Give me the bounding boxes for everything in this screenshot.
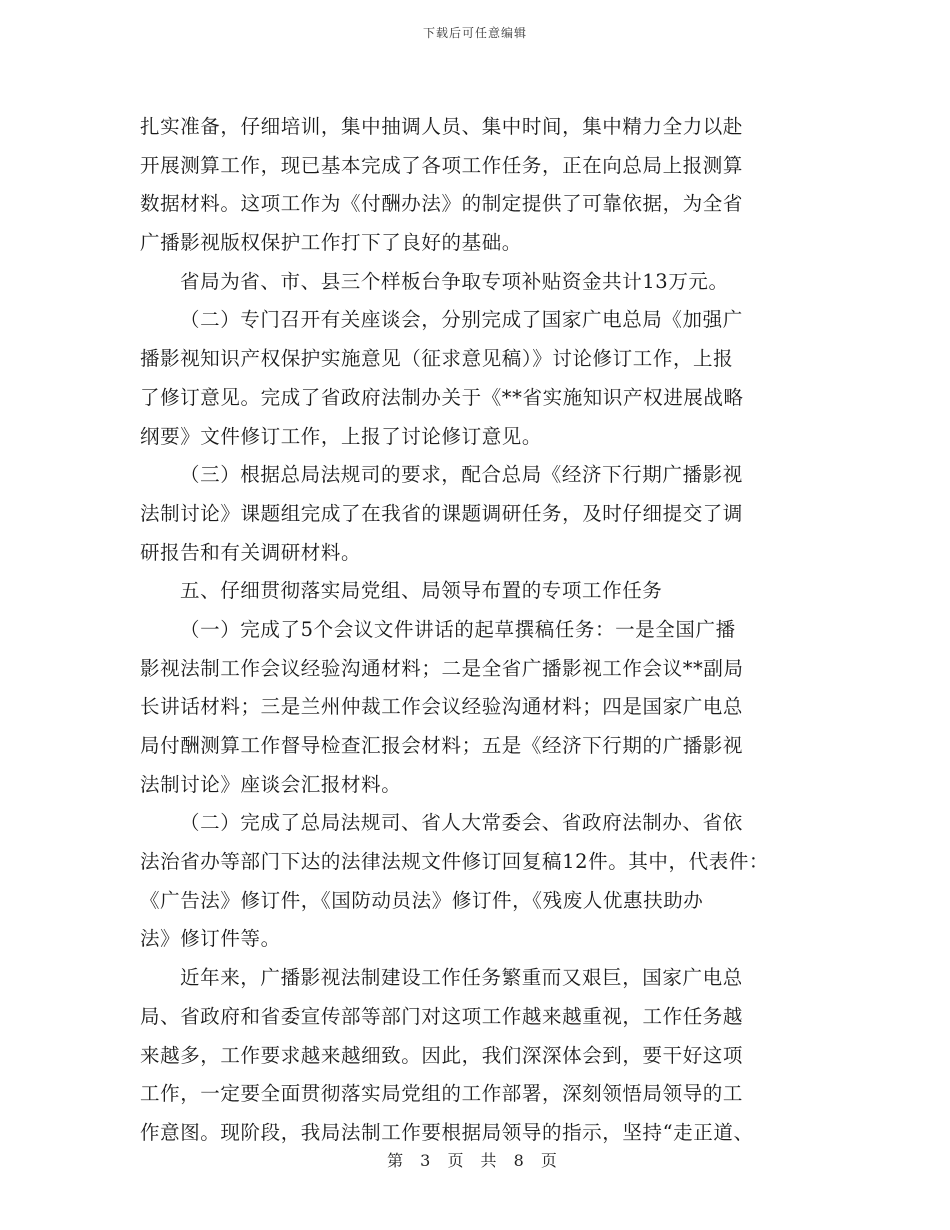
text-line: 来越多，工作要求越来越细致。因此，我们深深体会到，要干好这项 (140, 1043, 744, 1067)
text-line: （二）专门召开有关座谈会，分别完成了国家广电总局《加强广 (180, 308, 743, 332)
text-line: 法治省办等部门下达的法律法规文件修订回复稿12件。其中，代表件： (140, 850, 770, 874)
text-line: 局、省政府和省委宣传部等部门对这项工作越来越重视，工作任务越 (140, 1004, 744, 1028)
text-line: 影视法制工作会议经验沟通材料；二是全省广播影视工作会议**副局 (140, 656, 744, 680)
text-line: 开展测算工作，现已基本完成了各项工作任务，正在向总局上报测算 (140, 153, 744, 177)
text-line: 法制讨论》课题组完成了在我省的课题调研任务，及时仔细提交了调 (140, 501, 744, 525)
text-line: 局付酬测算工作督导检查汇报会材料；五是《经济下行期的广播影视 (140, 734, 744, 757)
text-line: 工作，一定要全面贯彻落实局党组的工作部署，深刻领悟局领导的工 (140, 1082, 744, 1106)
text-line: 法》修订件等。 (140, 927, 281, 951)
text-line: 长讲话材料；三是兰州仲裁工作会议经验沟通材料；四是国家广电总 (140, 695, 744, 719)
page-header: 下载后可任意编辑 (422, 26, 527, 40)
text-line: 纲要》文件修订工作，上报了讨论修订意见。 (140, 424, 543, 448)
text-line: （二）完成了总局法规司、省人大常委会、省政府法制办、省依 (180, 811, 743, 835)
text-line: 《广告法》修订件，《国防动员法》修订件，《残废人优惠扶助办 (140, 888, 704, 912)
text-line: 研报告和有关调研材料。 (140, 540, 362, 564)
page-footer: 第 3 页 共 8 页 (387, 1151, 563, 1170)
text-line: 五、仔细贯彻落实局党组、局领导布置的专项工作任务 (180, 579, 663, 603)
text-line: （三）根据总局法规司的要求，配合总局《经济下行期广播影视 (180, 463, 743, 487)
text-line: 了修订意见。完成了省政府法制办关于《**省实施知识产权进展战略 (140, 385, 744, 409)
text-line: 广播影视版权保护工作打下了良好的基础。 (140, 231, 522, 255)
document-body (140, 108, 810, 1153)
text-line: 数据材料。这项工作为《付酬办法》的制定提供了可靠依据，为全省 (140, 192, 744, 216)
text-line: 扎实准备，仔细培训，集中抽调人员、集中时间，集中精力全力以赴 (140, 115, 744, 138)
text-line: 播影视知识产权保护实施意见（征求意见稿）》讨论修订工作，上报 (140, 347, 734, 371)
text-line: 省局为省、市、县三个样板台争取专项补贴资金共计13万元。 (180, 269, 729, 293)
text-line: 法制讨论》座谈会汇报材料。 (140, 772, 402, 796)
text-line: 近年来，广播影视法制建设工作任务繁重而又艰巨，国家广电总 (180, 966, 743, 990)
text-line: （一）完成了5个会议文件讲话的起草撰稿任务：一是全国广播 (180, 617, 736, 641)
text-line: 作意图。现阶段，我局法制工作要根据局领导的指示，坚持“走正道、 (140, 1120, 754, 1144)
